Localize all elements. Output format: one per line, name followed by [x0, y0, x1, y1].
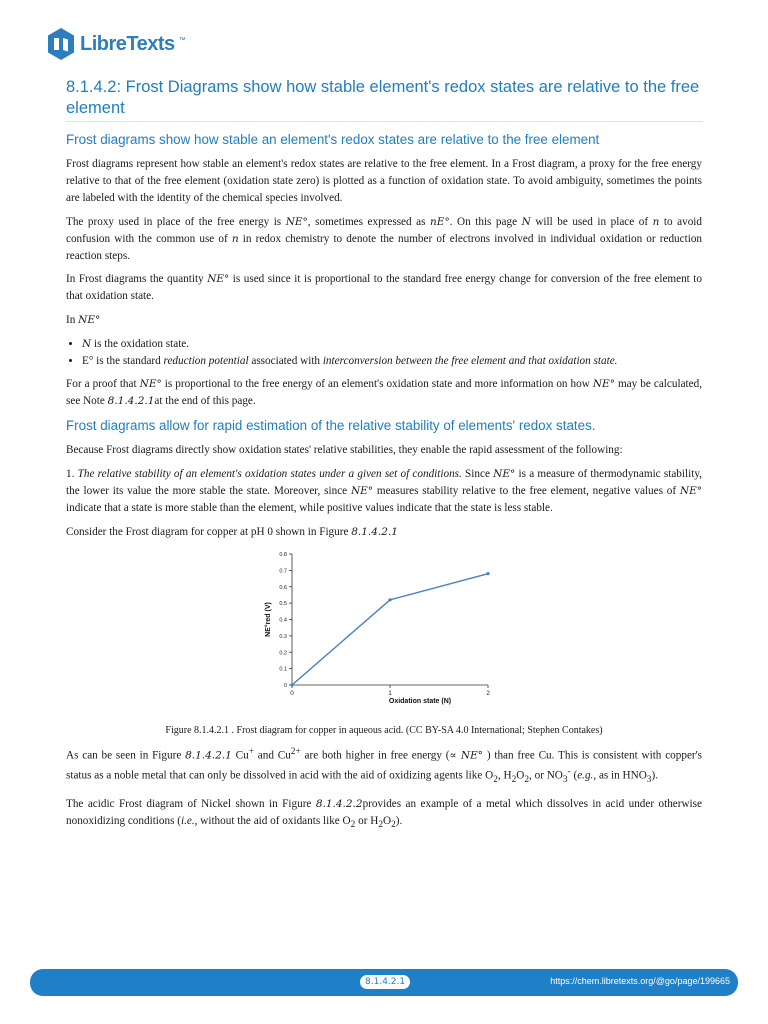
text: ) than free Cu. This is consistent with copper's status as a noble metal that can only be dissolved in acid with the aid of oxidizing agents like O — [66, 749, 703, 782]
math-expression: NE° — [139, 378, 162, 391]
page-url-link[interactable]: https://chem.libretexts.org/@go/page/199665 — [550, 976, 730, 986]
emphasis: e.g. — [577, 769, 594, 782]
emphasis: The relative stability of an element's oxidation states under a given set of conditions. — [77, 467, 462, 480]
main-content — [66, 128, 702, 841]
section-heading-2: Frost diagrams allow for rapid estimation of the relative stability of elements' redox states. — [66, 417, 596, 433]
text: ). — [651, 769, 658, 782]
superscript: + — [248, 746, 254, 757]
math-expression: NE° — [207, 273, 230, 286]
paragraph — [66, 214, 702, 265]
text: are both higher in free energy ( — [300, 749, 450, 762]
text: , as in HNO — [593, 769, 647, 782]
x-axis-label: Oxidation state (N) — [388, 697, 452, 705]
figure-link[interactable]: 8.1.4.2.1 — [351, 525, 398, 538]
subscript: 3 — [562, 775, 568, 786]
math-expression: N — [82, 338, 92, 351]
text: , H — [497, 769, 512, 782]
subscript: 2 — [378, 820, 383, 831]
text: is proportional to the free energy of an element's oxidation state and more information on how — [161, 378, 593, 391]
paragraph — [66, 376, 702, 410]
y-tick-label: 0.1 — [279, 666, 287, 673]
text: or H — [355, 814, 379, 827]
page-number-badge: 8.1.4.2.1 — [360, 975, 410, 989]
paragraph — [66, 524, 702, 541]
text: O — [516, 769, 525, 782]
text: The proxy used in place of the free energy is — [66, 215, 286, 228]
math-expression: n — [231, 232, 239, 245]
math-expression: N — [521, 215, 531, 228]
frost-diagram-chart — [262, 548, 502, 722]
text: ). — [395, 814, 403, 827]
text: without the aid of oxidants like O — [197, 814, 351, 827]
definition-list — [66, 336, 702, 369]
math-expression: NE° — [78, 314, 101, 327]
y-tick-label: 0.3 — [279, 633, 287, 640]
title-divider — [66, 121, 703, 122]
y-tick-label: 0 — [283, 682, 287, 689]
x-tick-label: 2 — [486, 689, 490, 697]
text: , or NO — [529, 769, 563, 782]
paragraph — [66, 271, 702, 305]
y-tick-label: 0.2 — [279, 649, 287, 656]
text: In Frost diagrams the quantity — [66, 273, 208, 286]
x-tick-label: 1 — [388, 689, 392, 697]
data-series-line — [292, 573, 488, 684]
math-expression: n — [652, 215, 660, 228]
figure-link[interactable]: 8.1.4.2.1 — [185, 749, 232, 762]
text: For a proof that — [66, 378, 140, 391]
text: Cu — [231, 749, 249, 762]
text: , sometimes expressed as — [307, 215, 431, 228]
x-tick-label: 0 — [290, 689, 294, 697]
text: O — [382, 814, 392, 827]
note-link[interactable]: 8.1.4.2.1 — [107, 395, 155, 408]
y-tick-label: 0.5 — [279, 600, 287, 607]
math-expression: ∝ NE° — [449, 749, 484, 762]
text: indicate that a state is more stable than the element, while positive values indicate that the state is less stable. — [66, 501, 553, 514]
data-point — [486, 572, 489, 575]
figure-caption: Figure 8.1.4.2.1 . Frost diagram for copper in aqueous acid. (CC BY-SA 4.0 International; Stephen Contakes) — [165, 724, 603, 736]
subscript: 2 — [511, 775, 517, 786]
subscript: 3 — [646, 775, 652, 786]
section-heading-1: Frost diagrams show how stable an element's redox states are relative to the free element — [66, 132, 600, 147]
text: may be calculated, see Note — [66, 378, 702, 408]
emphasis: reduction potential — [163, 354, 249, 367]
paragraph: Because Frost diagrams directly show oxidation states' relative stabilities, they enable the rapid assessment of the following: — [66, 443, 623, 456]
math-expression: NE° — [493, 467, 516, 480]
y-axis-label: NE°red (V) — [265, 601, 272, 637]
text: E° is the standard — [82, 354, 164, 367]
figure-link[interactable]: 8.1.4.2.2 — [315, 798, 363, 811]
paragraph: Frost diagrams represent how stable an element's redox states are relative to the free element. In a Frost diagram, a proxy for the free energy relative to that of the free element (oxidation state zero) is plotted as a function of oxidation state. To avoid ambiguity, sometimes the points are labeled with the identity of the chemical species involved. — [66, 158, 702, 204]
text: will be used in place of — [530, 215, 653, 228]
superscript: 2+ — [290, 746, 301, 757]
math-expression: NE° — [285, 215, 308, 228]
text: and Cu — [253, 749, 291, 762]
list-item — [82, 353, 702, 370]
text: ( — [570, 769, 578, 782]
math-expression: NE° — [350, 484, 374, 497]
y-tick-label: 0.8 — [279, 551, 287, 558]
paragraph — [66, 312, 702, 329]
emphasis: interconversion between the free element and that oxidation state. — [322, 354, 618, 367]
y-tick-label: 0.4 — [279, 617, 287, 623]
text: to avoid confusion with the common use of — [66, 215, 702, 245]
subscript: 2 — [524, 775, 529, 786]
math-expression: nE° — [430, 215, 450, 228]
text: provides an example of a metal which dissolves in acid under otherwise nonoxidizing conditions ( — [66, 798, 702, 827]
text: associated with — [248, 354, 323, 367]
emphasis: i.e., — [180, 814, 198, 827]
libretexts-hexagon-icon — [46, 27, 76, 61]
text: is used since it is proportional to the standard free energy change for conversion of the free element to that oxidation state. — [66, 273, 702, 303]
footer-bar — [30, 969, 738, 996]
text: The acidic Frost diagram of Nickel shown in Figure — [66, 798, 316, 811]
data-point — [388, 598, 391, 601]
frost-diagram-figure — [66, 548, 702, 724]
paragraph — [66, 796, 702, 834]
page-title: 8.1.4.2: Frost Diagrams show how stable element's redox states are relative to the free element — [66, 78, 700, 117]
libretexts-logo[interactable] — [46, 26, 186, 62]
text: measures stability relative to the free element, negative values of — [373, 484, 680, 497]
text: 1. — [66, 467, 78, 480]
text: Consider the Frost diagram for copper at pH 0 shown in Figure — [66, 525, 352, 538]
brand-name: LibreTexts — [80, 32, 175, 55]
text: in redox chemistry to denote the number of electrons involved in individual oxidation or reduction reaction steps. — [66, 232, 703, 262]
text: Since — [461, 467, 494, 480]
text: is the oxidation state. — [91, 338, 190, 351]
subscript: 2 — [391, 820, 396, 831]
paragraph — [66, 744, 702, 790]
data-point — [290, 683, 293, 686]
subscript: 2 — [493, 775, 498, 786]
subscript: 2 — [350, 820, 356, 831]
math-expression: NE° — [679, 484, 702, 497]
y-tick-label: 0.6 — [279, 584, 287, 591]
paragraph — [66, 466, 702, 517]
text: is a measure of thermodynamic stability, the lower its value the more stable the state. Moreover, since — [66, 467, 702, 497]
text: As can be seen in Figure — [66, 749, 186, 762]
list-item — [82, 336, 702, 353]
y-tick-label: 0.7 — [279, 567, 287, 574]
text: In — [66, 314, 79, 327]
math-expression: NE° — [592, 378, 615, 391]
brand-trademark: ™ — [178, 36, 186, 44]
superscript: - — [567, 767, 571, 778]
text: . On this page — [449, 215, 522, 228]
text: at the end of this page. — [154, 395, 256, 408]
